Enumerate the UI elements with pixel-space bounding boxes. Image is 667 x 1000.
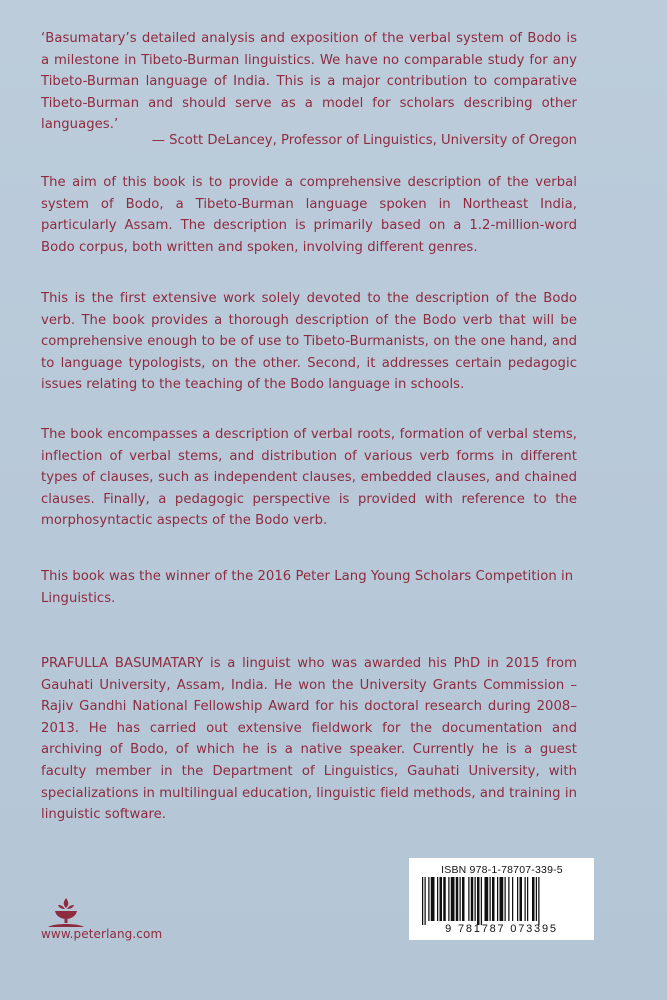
barcode-label	[409, 858, 594, 940]
author-bio: PRAFULLA BASUMATARY is a linguist who was awarded his PhD in 2015 from Gauhati University, Assam, India. He won the University Grants Commission – Rajiv Gandhi National Fellowship Award for his doctoral research during 2008–2013. He has carried out extensive fieldwork for the documentation and archiving of Bodo, of which he is a native speaker. Currently he is a guest faculty member in the Department of Linguistics, Gauhati University, with specializations in multilingual education, linguistic field methods, and training in linguistic software.	[41, 656, 577, 823]
barcode-digits: 9 781787 073395	[445, 923, 558, 935]
description-paragraph-3: The book encompasses a description of verbal roots, formation of verbal stems, inflection of verbal stems, and distribution of various verb forms in different types of clauses, such as independent clauses, embedded clauses, and chained clauses. Finally, a pedagogic perspective is provided with reference to the morphosyntactic aspects of the Bodo verb.	[41, 427, 577, 529]
barcode-icon	[420, 877, 588, 925]
description-paragraph-1: The aim of this book is to provide a comprehensive description of the verbal system of Bodo, a Tibeto-Burman language spoken in Northeast India, particularly Assam. The description is primarily based on a 1.2-million-word Bodo corpus, both written and spoken, involving different genres.	[41, 175, 577, 255]
isbn-text: ISBN 978-1-78707-339-5	[441, 864, 563, 876]
publisher-url[interactable]: www.peterlang.com	[41, 927, 163, 941]
endorsement-attribution: — Scott DeLancey, Professor of Linguistics, University of Oregon	[151, 133, 577, 148]
endorsement-quote: ‘Basumatary’s detailed analysis and exposition of the verbal system of Bodo is a milestone in Tibeto-Burman linguistics. We have no comparable study for any Tibeto-Burman language of India. This is a major contribution to comparative Tibeto-Burman and should serve as a model for scholars describing other languages.’	[41, 31, 577, 133]
award-statement: This book was the winner of the 2016 Peter Lang Young Scholars Competition in Linguistics.	[41, 569, 574, 606]
description-paragraph-2: This is the first extensive work solely devoted to the description of the Bodo verb. The book provides a thorough description of the Bodo verb that will be comprehensive enough to be of use to Tibeto-Burmanists, on the one hand, and to language typologists, on the other. Second, it addresses certain pedagogic issues relating to the teaching of the Bodo language in schools.	[41, 291, 577, 393]
